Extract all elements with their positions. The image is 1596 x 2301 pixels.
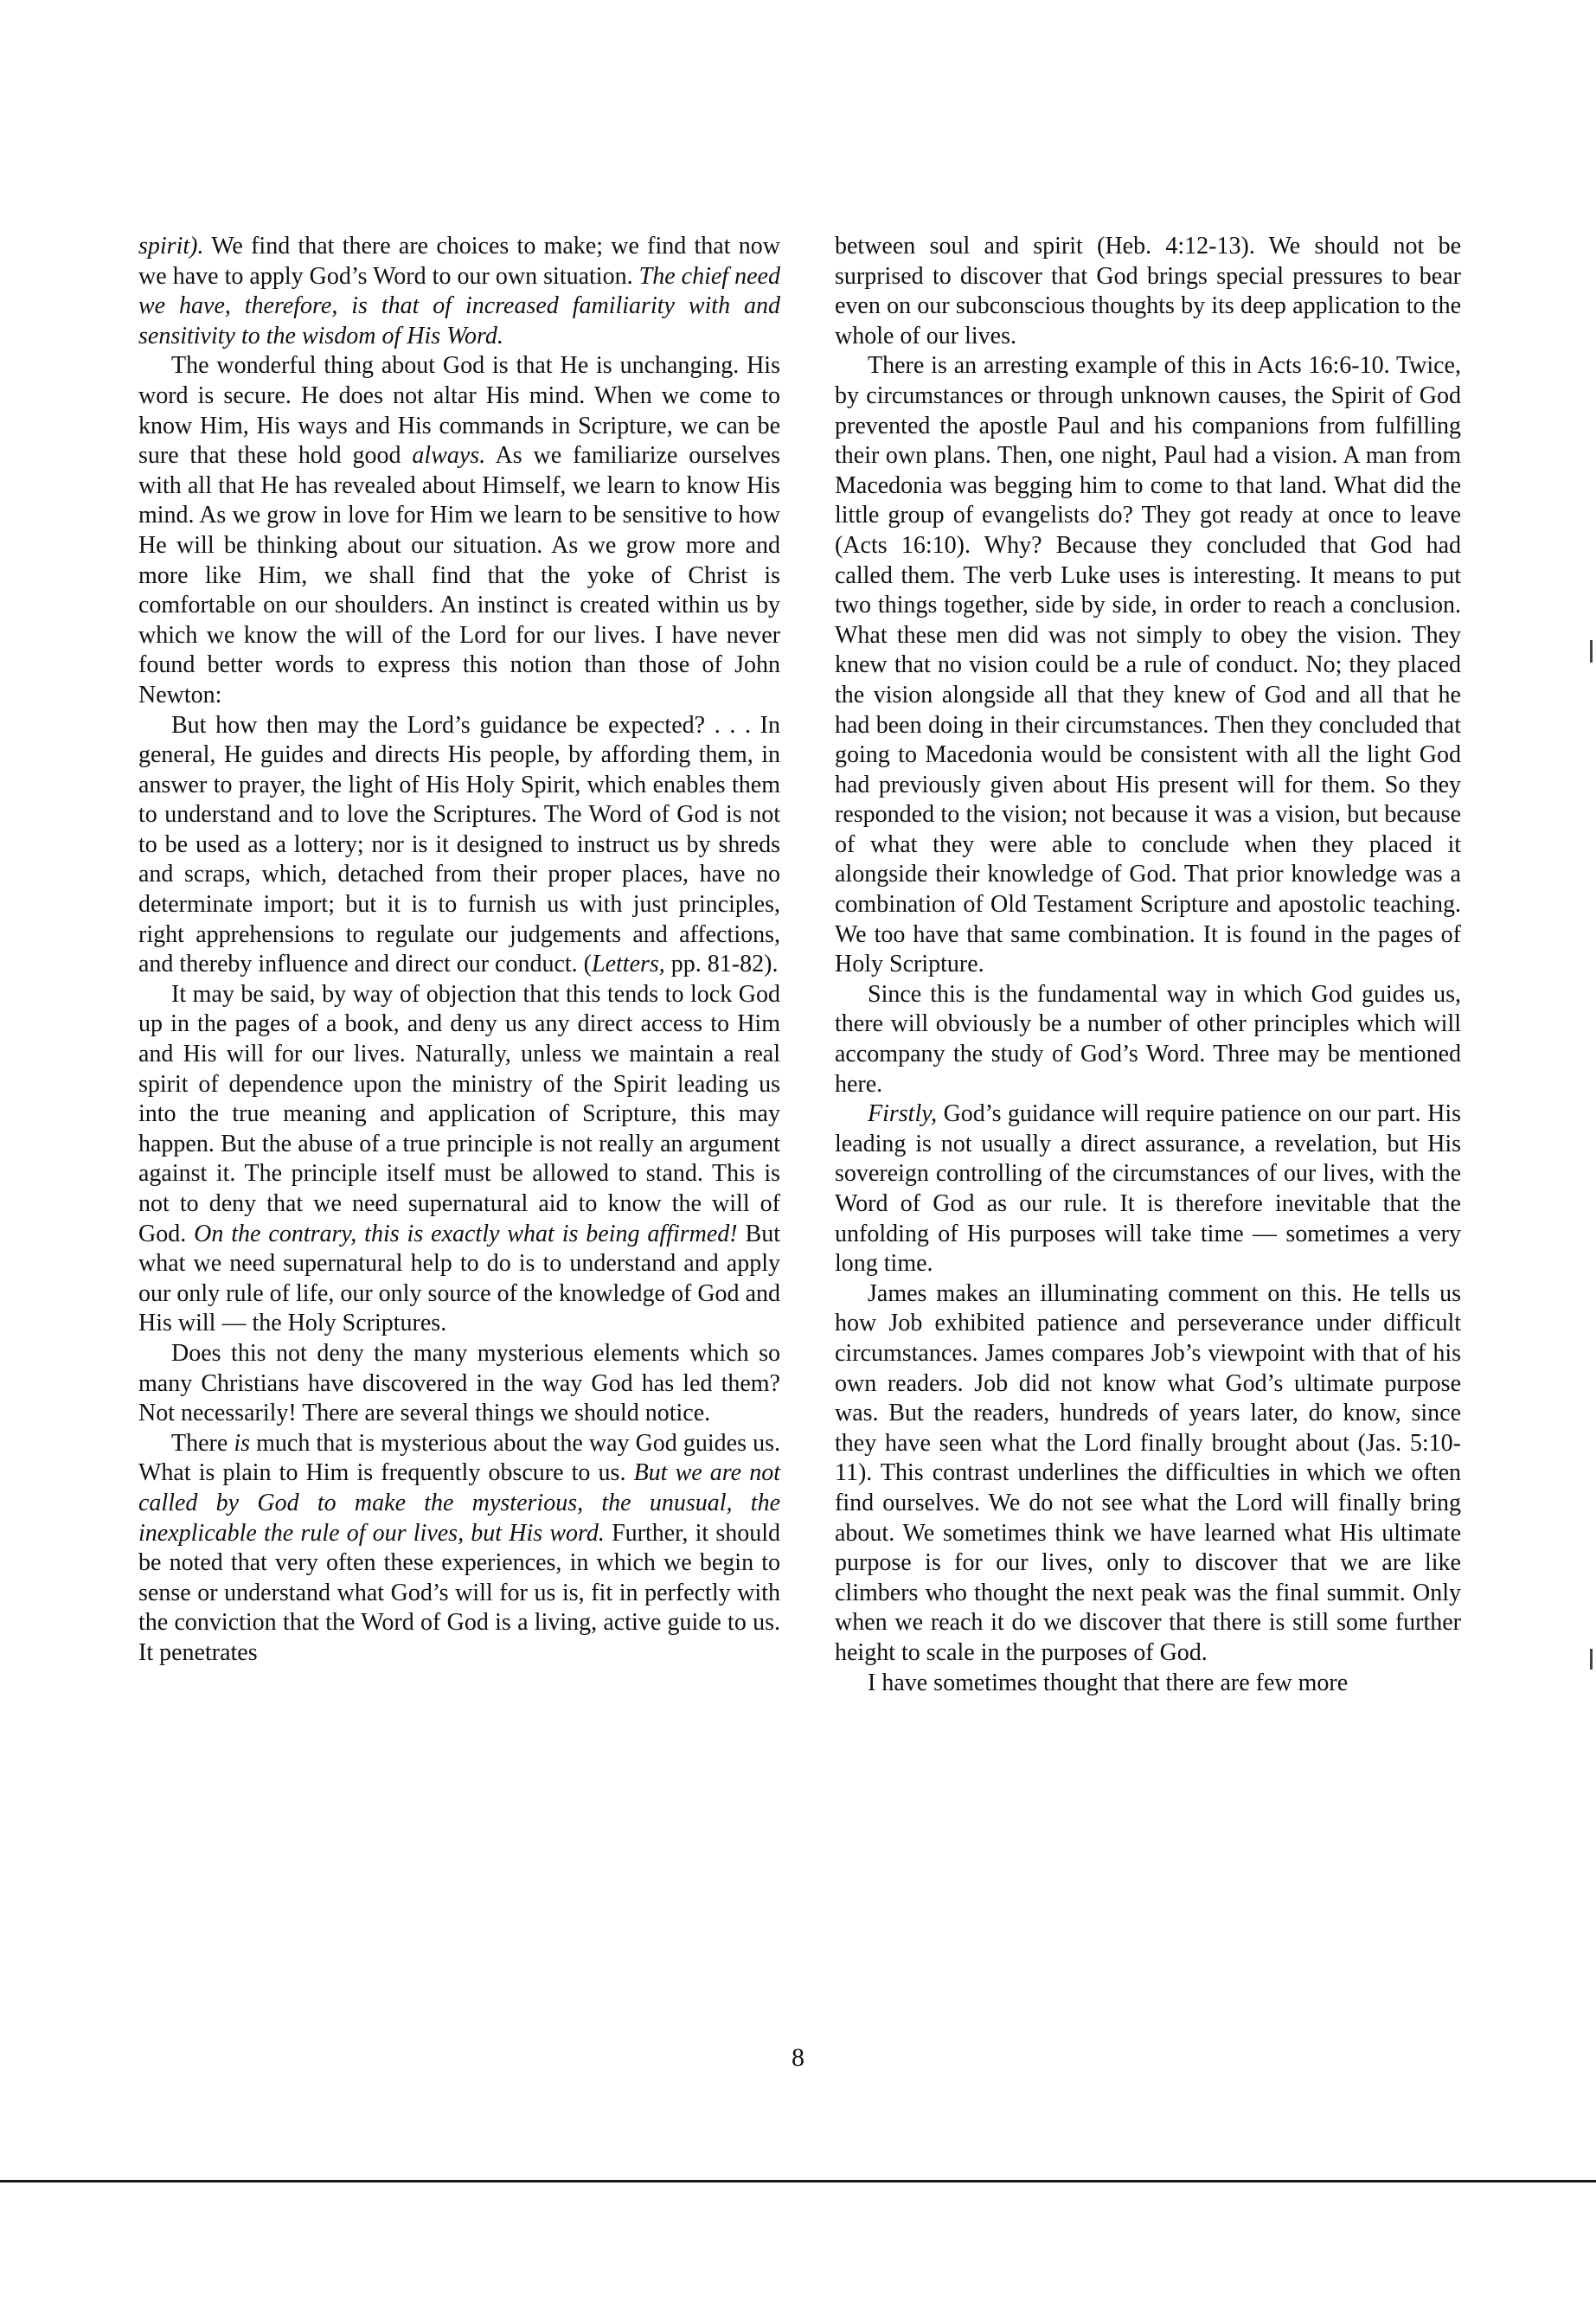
right-column: [835, 232, 1461, 1698]
text-run: There: [171, 1429, 234, 1457]
text-run: Since this is the fundamental way in which God guides us, there will obviously be a number of other principles which will accompany the study of God’s Word. Three may be mentioned here.: [835, 980, 1461, 1098]
text-run: Further, it should be noted that very often these experiences, in which we begin to sense or understand what God’s will for us is, fit in perfectly with the conviction that the Word of God is a living, active guide to us. It penetrates: [138, 1519, 780, 1666]
italic-text: is: [234, 1429, 251, 1457]
paragraph: [138, 232, 780, 351]
paragraph: [138, 351, 780, 710]
italic-text: But we are not called by God to make the mysterious, the unusual, the inexplicable the rule of our lives, but His word.: [138, 1459, 780, 1547]
italic-text: The chief need we have, therefore, is that of increased familiarity with and sensitivity to the wisdom of His Word.: [138, 262, 780, 349]
text-run: There is an arresting example of this in Acts 16:6-10. Twice, by circumstances or through unknown causes, the Spirit of God prevented the apostle Paul and his companions from fulfilling their own plans. Then, one night, Paul had a vision. A man from Macedonia was begging him to come to that land. What did the little group of evangelists do? They got ready at once to leave (Acts 16:10). Why? Because they concluded that God had called them. The verb Luke uses is interesting. It means to put two things together, side by side, in order to reach a conclusion. What these men did was not simply to obey the vision. They knew that no vision could be a rule of conduct. No; they placed the vision alongside all that they knew of God and all that he had been doing in their circumstances. Then they concluded that going to Macedonia would be consistent with all the light God had previously given about His present will for them. So they responded to the vision; not because it was a vision, but because of what they were able to conclude when they placed it alongside their knowledge of God. That prior knowledge was a combination of Old Testament Scripture and apostolic teaching. We too have that same combination. It is found in the pages of Holy Scripture.: [835, 352, 1461, 978]
italic-text: Letters,: [592, 951, 665, 978]
left-column: [138, 232, 780, 1669]
text-run: between soul and spirit (Heb. 4:12-13). We should not be surprised to discover that God brings special pressures to bear even on our subconscious thoughts by its deep application to the whole of our lives.: [835, 233, 1461, 349]
text-run: James makes an illuminating comment on this. He tells us how Job exhibited patience and perseverance under difficult circumstances. James compares Job’s viewpoint with that of his own readers. Job did not know what God’s ultimate purpose was. But the readers, hundreds of years later, do know, since they have seen what the Lord finally brought about (Jas. 5:10-11). This contrast underlines the difficulties in which we often find ourselves. We do not see what the Lord will finally bring about. We sometimes think we have learned what His ultimate purpose is for our lives, only to discover that we are like climbers who thought the next peak was the final summit. Only when we reach it do we discover that there is still some further height to scale in the purposes of God.: [835, 1279, 1461, 1666]
text-run: much that is mysterious about the way God guides us. What is plain to Him is frequently obscure to us.: [138, 1429, 780, 1487]
paragraph: [835, 1279, 1461, 1669]
text-run: God’s guidance will require patience on our part. His leading is not usually a direct assurance, a revelation, but His sovereign controlling of the circumstances of our lives, with the Word of God as our rule. It is therefore inevitable that the unfolding of His purposes will take time — sometimes a very long time.: [835, 1100, 1461, 1278]
text-run: It may be said, by way of objection that this tends to lock God up in the pages of a book, and deny us any direct access to Him and His will for our lives. Naturally, unless we maintain a real spirit of dependence upon the ministry of the Spirit leading us into the true meaning and application of Scripture, this may happen. But the abuse of a true principle is not really an argument against it. The principle itself must be allowed to stand. This is not to deny that we need supernatural aid to know the will of God.: [138, 980, 780, 1247]
paragraph: [835, 980, 1461, 1099]
paragraph: [835, 351, 1461, 979]
text-run: The wonderful thing about God is that He is unchanging. His word is secure. He does not altar His mind. When we come to know Him, His ways and His commands in Scripture, we can be sure that these hold good: [138, 352, 780, 470]
text-run: We find that there are choices to make; we find that now we have to apply God’s Word to our own situation.: [138, 233, 780, 290]
margin-mark: [1590, 640, 1593, 663]
text-run: But what we need supernatural help to do is to understand and apply our only rule of life, our only source of the knowledge of God and His will — the Holy Scriptures.: [138, 1220, 780, 1337]
page-number: 8: [792, 2043, 804, 2072]
paragraph: [138, 1339, 780, 1429]
italic-text: spirit).: [138, 233, 204, 260]
italic-text: always.: [412, 442, 486, 470]
text-run: pp. 81-82).: [664, 951, 779, 978]
text-run: But how then may the Lord’s guidance be expected? . . . In general, He guides and directs His people, by affording them, in answer to prayer, the light of His Holy Spirit, which enables them to understand and to love the Scriptures. The Word of God is not to be used as a lottery; nor is it designed to instruct us by shreds and scraps, which, detached from their proper places, have no determinate import; but it is to furnish us with just principles, right apprehensions to regulate our judgements and affections, and thereby influence and direct our conduct. (: [138, 711, 780, 978]
paragraph: [835, 1669, 1461, 1699]
paragraph: [835, 1099, 1461, 1279]
paragraph: [138, 711, 780, 980]
italic-text: On the contrary, this is exactly what is being affirmed!: [194, 1220, 738, 1247]
bottom-rule: [0, 2180, 1596, 2182]
paragraph: [138, 980, 780, 1339]
paragraph: [835, 232, 1461, 351]
italic-text: Firstly,: [868, 1100, 938, 1128]
paragraph: [138, 1429, 780, 1669]
margin-mark: [1590, 1649, 1593, 1670]
text-run: Does this not deny the many mysterious elements which so many Christians have discovered in the way God has led them? Not necessarily! There are several things we should notice.: [138, 1339, 780, 1427]
text-run: I have sometimes thought that there are few more: [868, 1669, 1349, 1696]
text-run: As we familiarize ourselves with all that He has revealed about Himself, we learn to know His mind. As we grow in love for Him we learn to be sensitive to how He will be thinking about our situation. As we grow more and more like Him, we shall find that the yoke of Christ is comfortable on our shoulders. An instinct is created within us by which we know the will of the Lord for our lives. I have never found better words to express this notion than those of John Newton:: [138, 442, 781, 708]
